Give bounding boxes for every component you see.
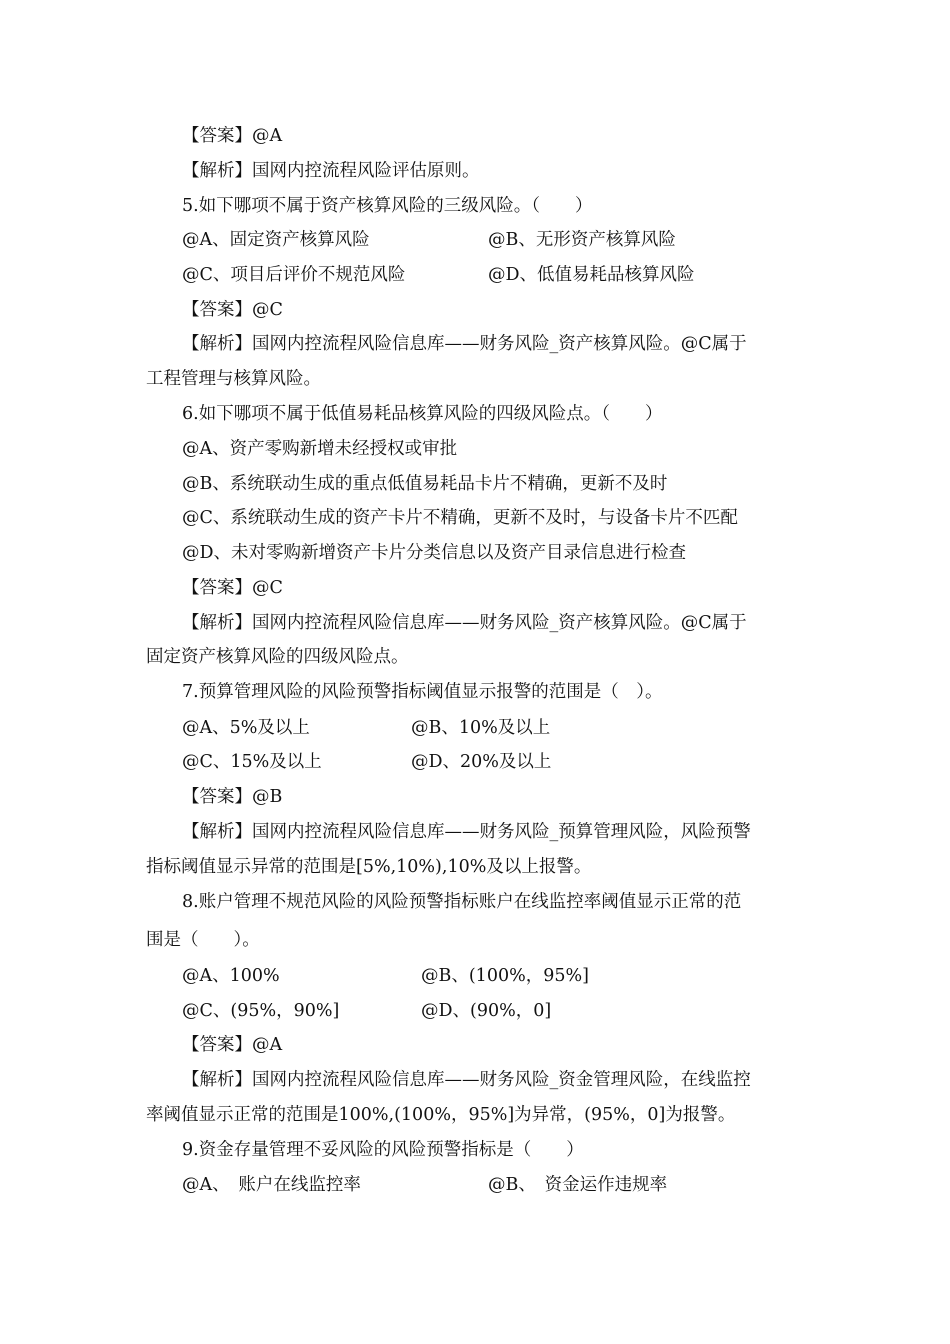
question-6: 6.如下哪项不属于低值易耗品核算风险的四级风险点。（ ） [182,404,663,424]
option-b: @B、系统联动生成的重点低值易耗品卡片不精确，更新不及时 [182,474,668,494]
answer-line: 【答案】@A [182,1035,283,1055]
option-c: @C、项目后评价不规范风险 [182,265,406,285]
option-a: @A、固定资产核算风险 [182,230,370,250]
question-8: 8.账户管理不规范风险的风险预警指标账户在线监控率阈值显示正常的范 [182,892,742,912]
option-a: @A、5%及以上 [182,718,310,738]
option-b: @B、 资金运作违规率 [488,1175,668,1195]
option-c: @C、系统联动生成的资产卡片不精确，更新不及时，与设备卡片不匹配 [182,508,738,528]
explanation-line: 【解析】国网内控流程风险信息库——财务风险_资金管理风险，在线监控 [182,1070,751,1090]
option-d: @D、(90%，0] [421,1001,552,1021]
question-9: 9.资金存量管理不妥风险的风险预警指标是（ ） [182,1140,584,1160]
option-a: @A、100% [182,966,280,986]
explanation-line: 【解析】国网内控流程风险信息库——财务风险_资产核算风险。@C属于 [182,334,747,354]
option-c: @C、(95%，90%] [182,1001,340,1021]
explanation-continued: 率阈值显示正常的范围是100%,(100%，95%]为异常，(95%，0]为报警。 [146,1105,736,1125]
explanation-continued: 固定资产核算风险的四级风险点。 [146,647,409,667]
option-a: @A、资产零购新增未经授权或审批 [182,439,458,459]
option-c: @C、15%及以上 [182,752,322,772]
option-b: @B、10%及以上 [411,718,551,738]
explanation-continued: 工程管理与核算风险。 [146,369,321,389]
answer-line: 【答案】@C [182,300,283,320]
question-7: 7.预算管理风险的风险预警指标阈值显示报警的范围是（ ）。 [182,682,663,702]
question-5: 5.如下哪项不属于资产核算风险的三级风险。（ ） [182,196,593,216]
explanation-line: 【解析】国网内控流程风险信息库——财务风险_资产核算风险。@C属于 [182,613,747,633]
option-b: @B、(100%，95%] [421,966,589,986]
explanation-line: 【解析】国网内控流程风险评估原则。 [182,161,480,181]
option-d: @D、20%及以上 [411,752,552,772]
explanation-continued: 指标阈值显示异常的范围是[5%,10%),10%及以上报警。 [146,857,592,877]
option-a: @A、 账户在线监控率 [182,1175,361,1195]
answer-line: 【答案】@C [182,578,283,598]
option-d: @D、未对零购新增资产卡片分类信息以及资产目录信息进行检查 [182,543,687,563]
explanation-line: 【解析】国网内控流程风险信息库——财务风险_预算管理风险，风险预警 [182,822,751,842]
option-d: @D、低值易耗品核算风险 [488,265,695,285]
answer-line: 【答案】@A [182,126,283,146]
option-b: @B、无形资产核算风险 [488,230,676,250]
question-8-continued: 围是（ ）。 [146,930,260,950]
answer-line: 【答案】@B [182,787,283,807]
